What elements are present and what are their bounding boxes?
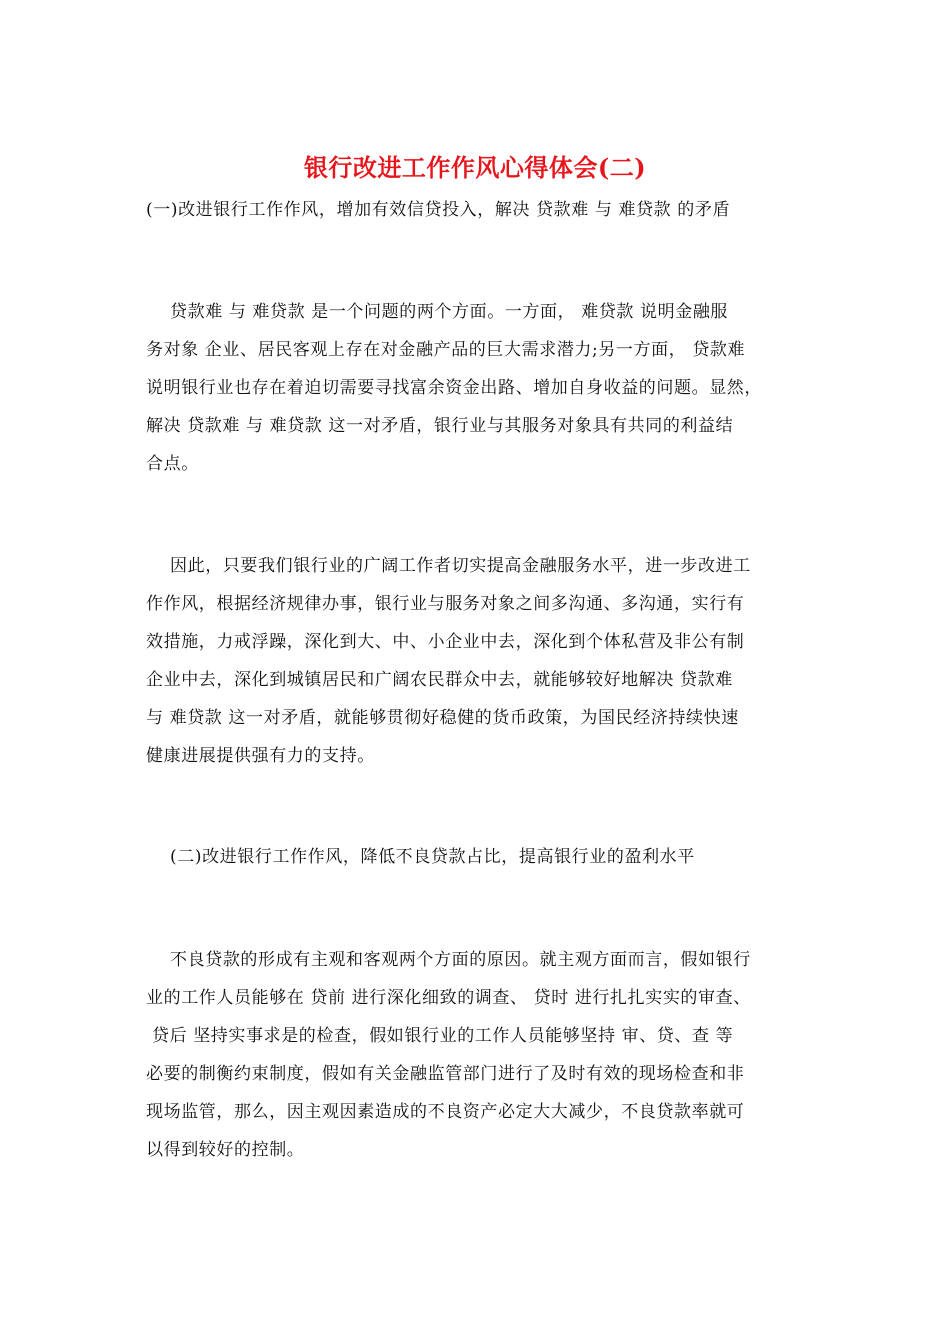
paragraph-3-line-6: 以得到较好的控制。 [146,1140,305,1160]
paragraph-1-line-4: 解决 贷款难 与 难贷款 这一对矛盾，银行业与其服务对象具有共同的利益结 [146,416,734,436]
paragraph-3-line-2: 业的工作人员能够在 贷前 进行深化细致的调查、 贷时 进行扎扎实实的审查、 [146,988,751,1008]
paragraph-2-line-5: 与 难贷款 这一对矛盾，就能够贯彻好稳健的货币政策，为国民经济持续快速 [146,708,739,728]
document-title: 银行改进工作作风心得体会(二) [303,153,647,182]
paragraph-3-line-3: 贷后 坚持实事求是的检查，假如银行业的工作人员能够坚持 审、贷、查 等 [146,1026,734,1046]
paragraph-3-line-5: 现场监管，那么，因主观因素造成的不良资产必定大大减少，不良贷款率就可 [146,1102,745,1122]
paragraph-2-line-4: 企业中去，深化到城镇居民和广阔农民群众中去，就能够较好地解决 贷款难 [146,670,733,690]
paragraph-3-line-4: 必要的制衡约束制度，假如有关金融监管部门进行了及时有效的现场检查和非 [146,1064,745,1084]
paragraph-1-line-5: 合点。 [146,454,199,474]
paragraph-1-line-1: 贷款难 与 难贷款 是一个问题的两个方面。一方面， 难贷款 说明金融服 [146,302,729,322]
paragraph-1-line-2: 务对象 企业、居民客观上存在对金融产品的巨大需求潜力;另一方面， 贷款难 [146,340,746,360]
paragraph-2-line-6: 健康进展提供强有力的支持。 [146,746,375,766]
section-heading-1: (一)改进银行工作作风，增加有效信贷投入，解决 贷款难 与 难贷款 的矛盾 [146,200,731,220]
paragraph-2-line-2: 作作风，根据经济规律办事，银行业与服务对象之间多沟通、多沟通，实行有 [146,594,745,614]
section-heading-2: (二)改进银行工作作风，降低不良贷款占比，提高银行业的盈利水平 [146,847,695,867]
paragraph-2-line-3: 效措施，力戒浮躁，深化到大、中、小企业中去，深化到个体私营及非公有制 [146,632,745,652]
paragraph-2-line-1: 因此，只要我们银行业的广阔工作者切实提高金融服务水平，进一步改进工 [146,556,751,576]
paragraph-1-line-3: 说明银行业也存在着迫切需要寻找富余资金出路、增加自身收益的问题。显然， [146,378,762,398]
paragraph-3-line-1: 不良贷款的形成有主观和客观两个方面的原因。就主观方面而言，假如银行 [146,950,751,970]
